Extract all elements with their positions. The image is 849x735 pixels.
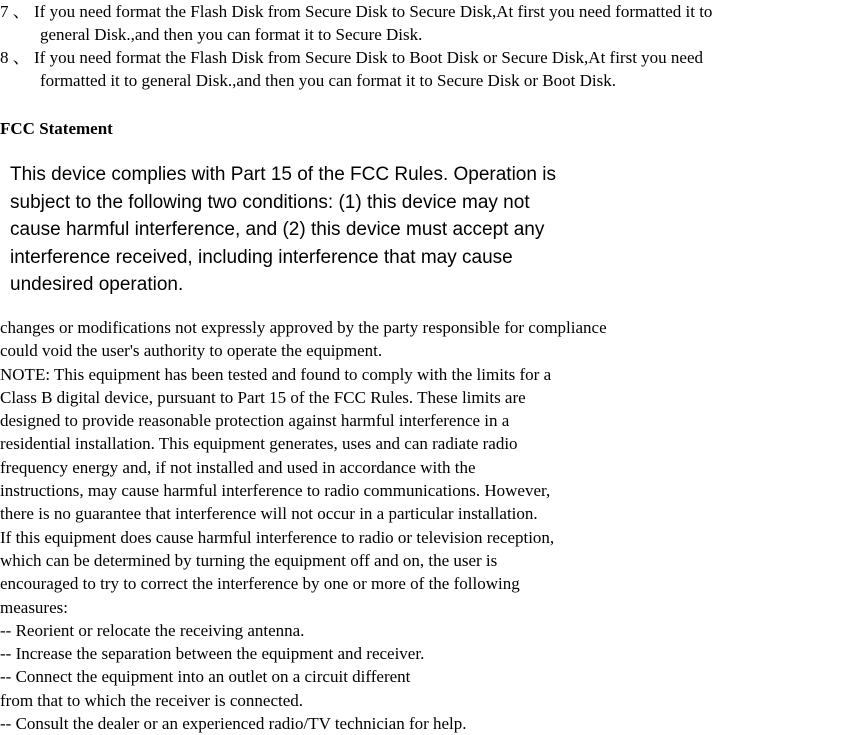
body-line: residential installation. This equipment generates, uses and can radiate radio xyxy=(0,434,518,454)
statement-line: subject to the following two conditions: (1) this device may not xyxy=(10,191,530,213)
body-line: instructions, may cause harmful interference to radio communications. However, xyxy=(0,481,551,501)
body-line: there is no guarantee that interference will not occur in a particular installation. xyxy=(0,504,538,524)
body-line: encouraged to try to correct the interference by one or more of the following xyxy=(0,574,520,594)
fcc-compliance-statement xyxy=(10,161,556,299)
statement-line: undesired operation. xyxy=(10,274,184,295)
body-line: could void the user's authority to operate the equipment. xyxy=(0,341,383,361)
fcc-notice-body xyxy=(0,316,607,735)
body-line: -- Connect the equipment into an outlet on a circuit different xyxy=(0,667,411,687)
body-line: -- Reorient or relocate the receiving antenna. xyxy=(0,620,305,640)
body-line: changes or modifications not expressly approved by the party responsible for compliance xyxy=(0,318,607,337)
item-line-1: If you need format the Flash Disk from Secure Disk to Boot Disk or Secure Disk,At first you need xyxy=(34,48,704,67)
body-line: If this equipment does cause harmful interference to radio or television reception, xyxy=(0,527,555,547)
item-number: 8 、 xyxy=(0,48,30,67)
item-line-2: formatted it to general Disk.,and then you can format it to Secure Disk or Boot Disk. xyxy=(40,71,616,90)
body-line: Class B digital device, pursuant to Part 15 of the FCC Rules. These limits are xyxy=(0,387,526,407)
body-line: frequency energy and, if not installed and used in accordance with the xyxy=(0,457,476,477)
body-line: from that to which the receiver is connected. xyxy=(0,690,304,710)
statement-line: interference received, including interference that may cause xyxy=(10,246,513,268)
body-line: measures: xyxy=(0,597,68,617)
item-number: 7 、 xyxy=(0,2,30,21)
body-line: NOTE: This equipment has been tested and found to comply with the limits for a xyxy=(0,364,552,384)
body-line: -- Increase the separation between the equipment and receiver. xyxy=(0,644,425,664)
statement-line: cause harmful interference, and (2) this device must accept any xyxy=(10,219,545,240)
body-line: which can be determined by turning the equipment off and on, the user is xyxy=(0,550,498,570)
body-line: designed to provide reasonable protection against harmful interference in a xyxy=(0,411,510,431)
body-line: -- Consult the dealer or an experienced radio/TV technician for help. xyxy=(0,714,467,734)
item-line-2: general Disk.,and then you can format it to Secure Disk. xyxy=(40,25,423,44)
item-line-1: If you need format the Flash Disk from Secure Disk to Secure Disk,At first you need formatted it to xyxy=(34,2,713,21)
statement-line: This device complies with Part 15 of the FCC Rules. Operation is xyxy=(10,164,556,185)
section-heading: FCC Statement xyxy=(0,119,113,138)
